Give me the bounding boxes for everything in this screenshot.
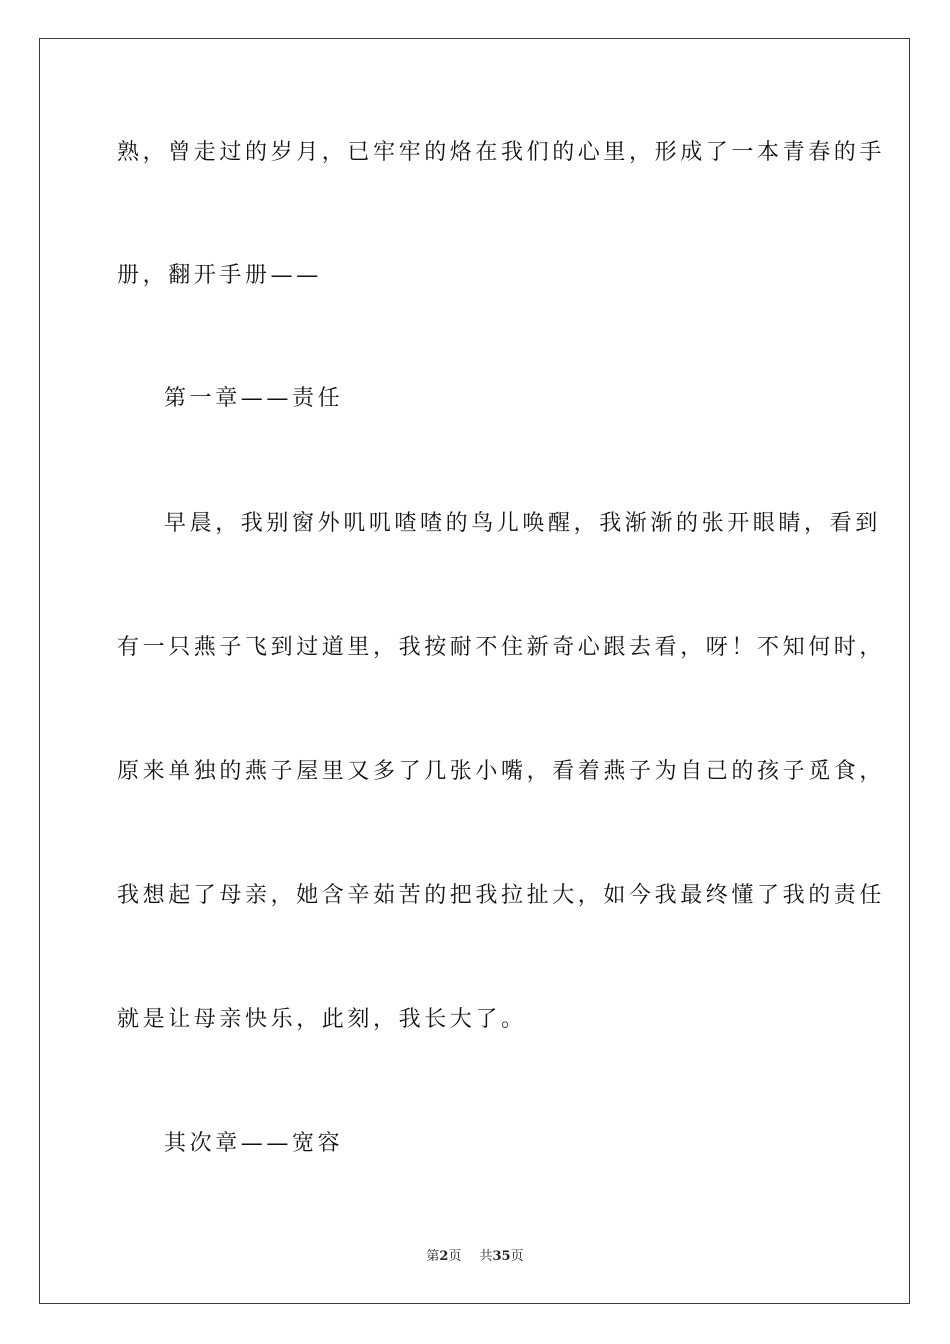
total-pages: 35 [492, 1249, 511, 1264]
page-prefix: 第 [426, 1249, 440, 1264]
total-prefix: 共 [479, 1249, 493, 1264]
chapter-heading-responsibility: 第一章——责任 [164, 386, 344, 411]
chapter-heading-tolerance: 其次章——宽容 [164, 1131, 344, 1156]
paragraph-line-7: 就是让母亲快乐，此刻，我长大了。 [117, 1007, 527, 1032]
paragraph-line-5: 原来单独的燕子屋里又多了几张小嘴，看着燕子为自己的孩子觅食， [117, 759, 886, 784]
paragraph-line-3: 早晨，我别窗外叽叽喳喳的鸟儿唤醒，我渐渐的张开眼睛，看到 [164, 511, 881, 536]
paragraph-line-4: 有一只燕子飞到过道里，我按耐不住新奇心跟去看，呀！不知何时， [117, 635, 886, 660]
total-suffix: 页 [510, 1249, 524, 1264]
paragraph-line-6: 我想起了母亲，她含辛茹苦的把我拉扯大，如今我最终懂了我的责任 [117, 883, 886, 908]
page-suffix: 页 [448, 1249, 462, 1264]
page-footer [0, 1248, 950, 1266]
paragraph-line-2: 册，翻开手册—— [117, 263, 322, 288]
paragraph-line-1: 熟，曾走过的岁月，已牢牢的烙在我们的心里，形成了一本青春的手 [117, 140, 886, 165]
page-frame [39, 38, 910, 1304]
page-number: 2 [439, 1249, 449, 1264]
